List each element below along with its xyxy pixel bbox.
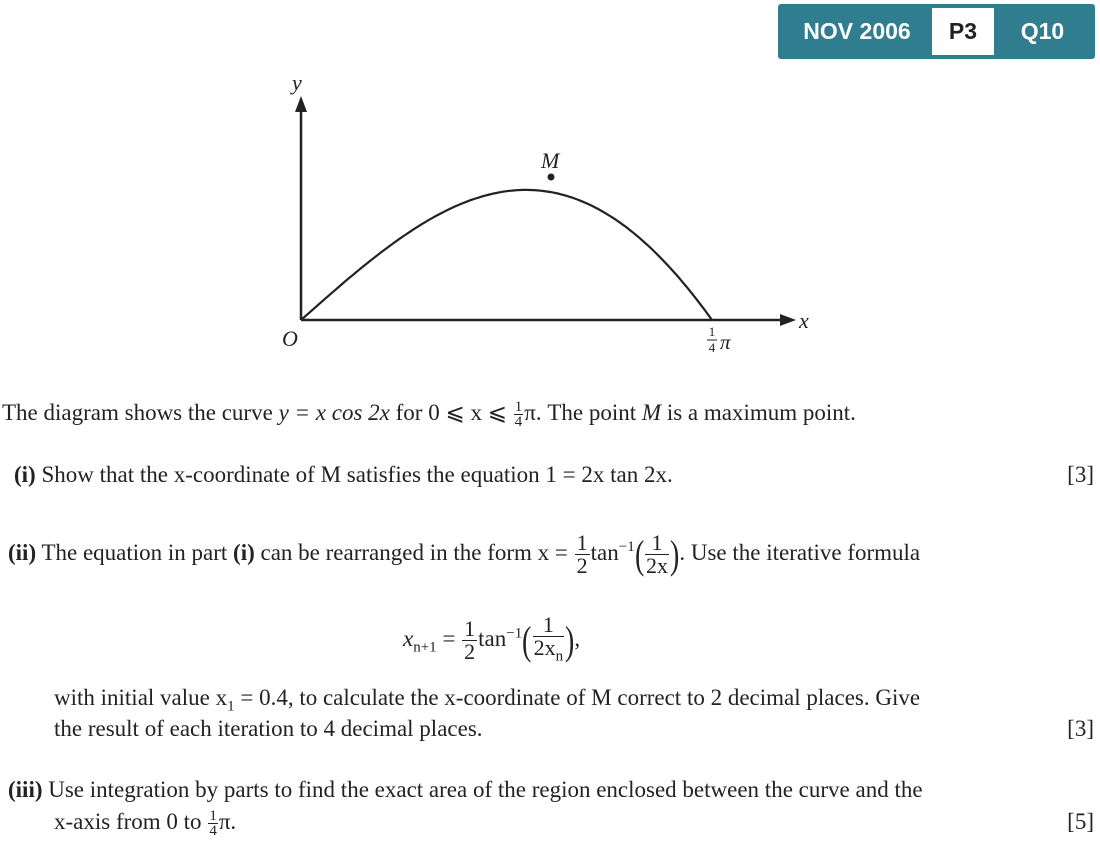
formula-tan: tan bbox=[478, 625, 507, 651]
max-point-label: M bbox=[541, 148, 560, 173]
part-ii-ref: (i) bbox=[233, 539, 255, 565]
part-ii-half: $\frac{1}{2}$ bbox=[576, 530, 588, 578]
badge-question: Q10 bbox=[1020, 18, 1065, 44]
part-ii-line3: the result of each iteration to 4 decimal places. bbox=[54, 716, 483, 741]
part-i-label: (i) bbox=[14, 462, 36, 487]
intro-t3: π. The point bbox=[524, 400, 642, 425]
part-ii-t2: can be rearranged in the form x = bbox=[254, 539, 574, 565]
intro-t4: is a maximum point. bbox=[661, 400, 856, 425]
formula-inv: −1 bbox=[506, 625, 523, 642]
part-ii-inv: −1 bbox=[618, 539, 635, 556]
part-iii-frac: $\frac{1}{4}$ bbox=[209, 808, 217, 840]
part-ii-line2-b: = 0.4, to calculate the x-coordinate of M correct to 2 decimal places. Give bbox=[234, 685, 921, 710]
intro-m: M bbox=[641, 400, 662, 425]
part-i-marks: [3] bbox=[1067, 462, 1094, 487]
y-axis-arrow-icon bbox=[295, 96, 307, 112]
part-i-body: Show that the x-coordinate of M satisfies the equation 1 = 2x tan 2x. bbox=[35, 462, 673, 487]
x-axis-arrow-icon bbox=[780, 314, 796, 326]
curve-diagram bbox=[0, 0, 1100, 380]
part-ii-inner: $\frac{1}{2x}$ bbox=[646, 530, 669, 578]
part-i-text bbox=[14, 461, 673, 489]
part-ii-t1: The equation in part bbox=[36, 539, 234, 565]
badge-year: NOV 2006 bbox=[803, 18, 911, 44]
part-ii-marks: [3] bbox=[1067, 716, 1094, 741]
part-ii-tan: tan bbox=[590, 539, 619, 565]
x-axis-label: x bbox=[799, 308, 809, 333]
part-iii-line2-end: π. bbox=[218, 809, 237, 834]
part-ii-t3: . Use the iterative formula bbox=[679, 539, 921, 565]
y-axis-label: y bbox=[292, 70, 302, 95]
part-iii-line2-a: x-axis from 0 to bbox=[54, 809, 208, 834]
part-ii-label: (ii) bbox=[8, 539, 37, 565]
intro-t2: for 0 ⩽ x ⩽ bbox=[389, 400, 513, 425]
part-iii-line2 bbox=[54, 808, 236, 838]
formula-sub: n+1 bbox=[413, 639, 437, 656]
part-iii-line1 bbox=[8, 776, 923, 804]
max-point-marker bbox=[548, 174, 555, 181]
formula-eq: = bbox=[436, 625, 462, 651]
intro-eq: y = x cos 2x bbox=[278, 400, 390, 425]
intro-t1: The diagram shows the curve bbox=[2, 400, 279, 425]
intro-text bbox=[2, 399, 856, 429]
part-ii-line2-a: with initial value x bbox=[54, 685, 228, 710]
formula-half: $\frac{1}{2}$ bbox=[464, 616, 476, 665]
formula-end: , bbox=[574, 625, 581, 651]
intro-frac: $\frac{1}{4}$ bbox=[514, 399, 523, 431]
part-ii-text: (ii) The equation in part (i) can be rearranged in the form x = $\frac{1}{2}$ $\tan^{-1}$( $\frac{1}{2x}$ ). Use the iterative formula bbox=[8, 530, 921, 578]
x-end-pi: π bbox=[720, 330, 731, 354]
x-end-frac-den: 4 bbox=[708, 340, 716, 355]
x-end-frac-num: 1 bbox=[708, 324, 716, 339]
part-iii-marks: [5] bbox=[1067, 809, 1094, 834]
part-iii-label: (iii) bbox=[8, 777, 43, 802]
iterative-formula: $x_{n+1}$ = $\frac{1}{2}$ $\tan^{-1}$( $\frac{1}{2x_n}$ ), bbox=[403, 614, 580, 667]
badge-paper: P3 bbox=[932, 8, 994, 55]
part-ii-line2-sub: 1 bbox=[227, 698, 235, 715]
origin-label: O bbox=[282, 326, 298, 351]
part-iii-body: Use integration by parts to find the exact area of the region enclosed between the curve and the bbox=[42, 777, 923, 802]
formula-inner: $\frac{1}{2x_n}$ bbox=[533, 612, 564, 665]
curve bbox=[301, 190, 712, 320]
formula-lhs: x bbox=[403, 625, 414, 651]
